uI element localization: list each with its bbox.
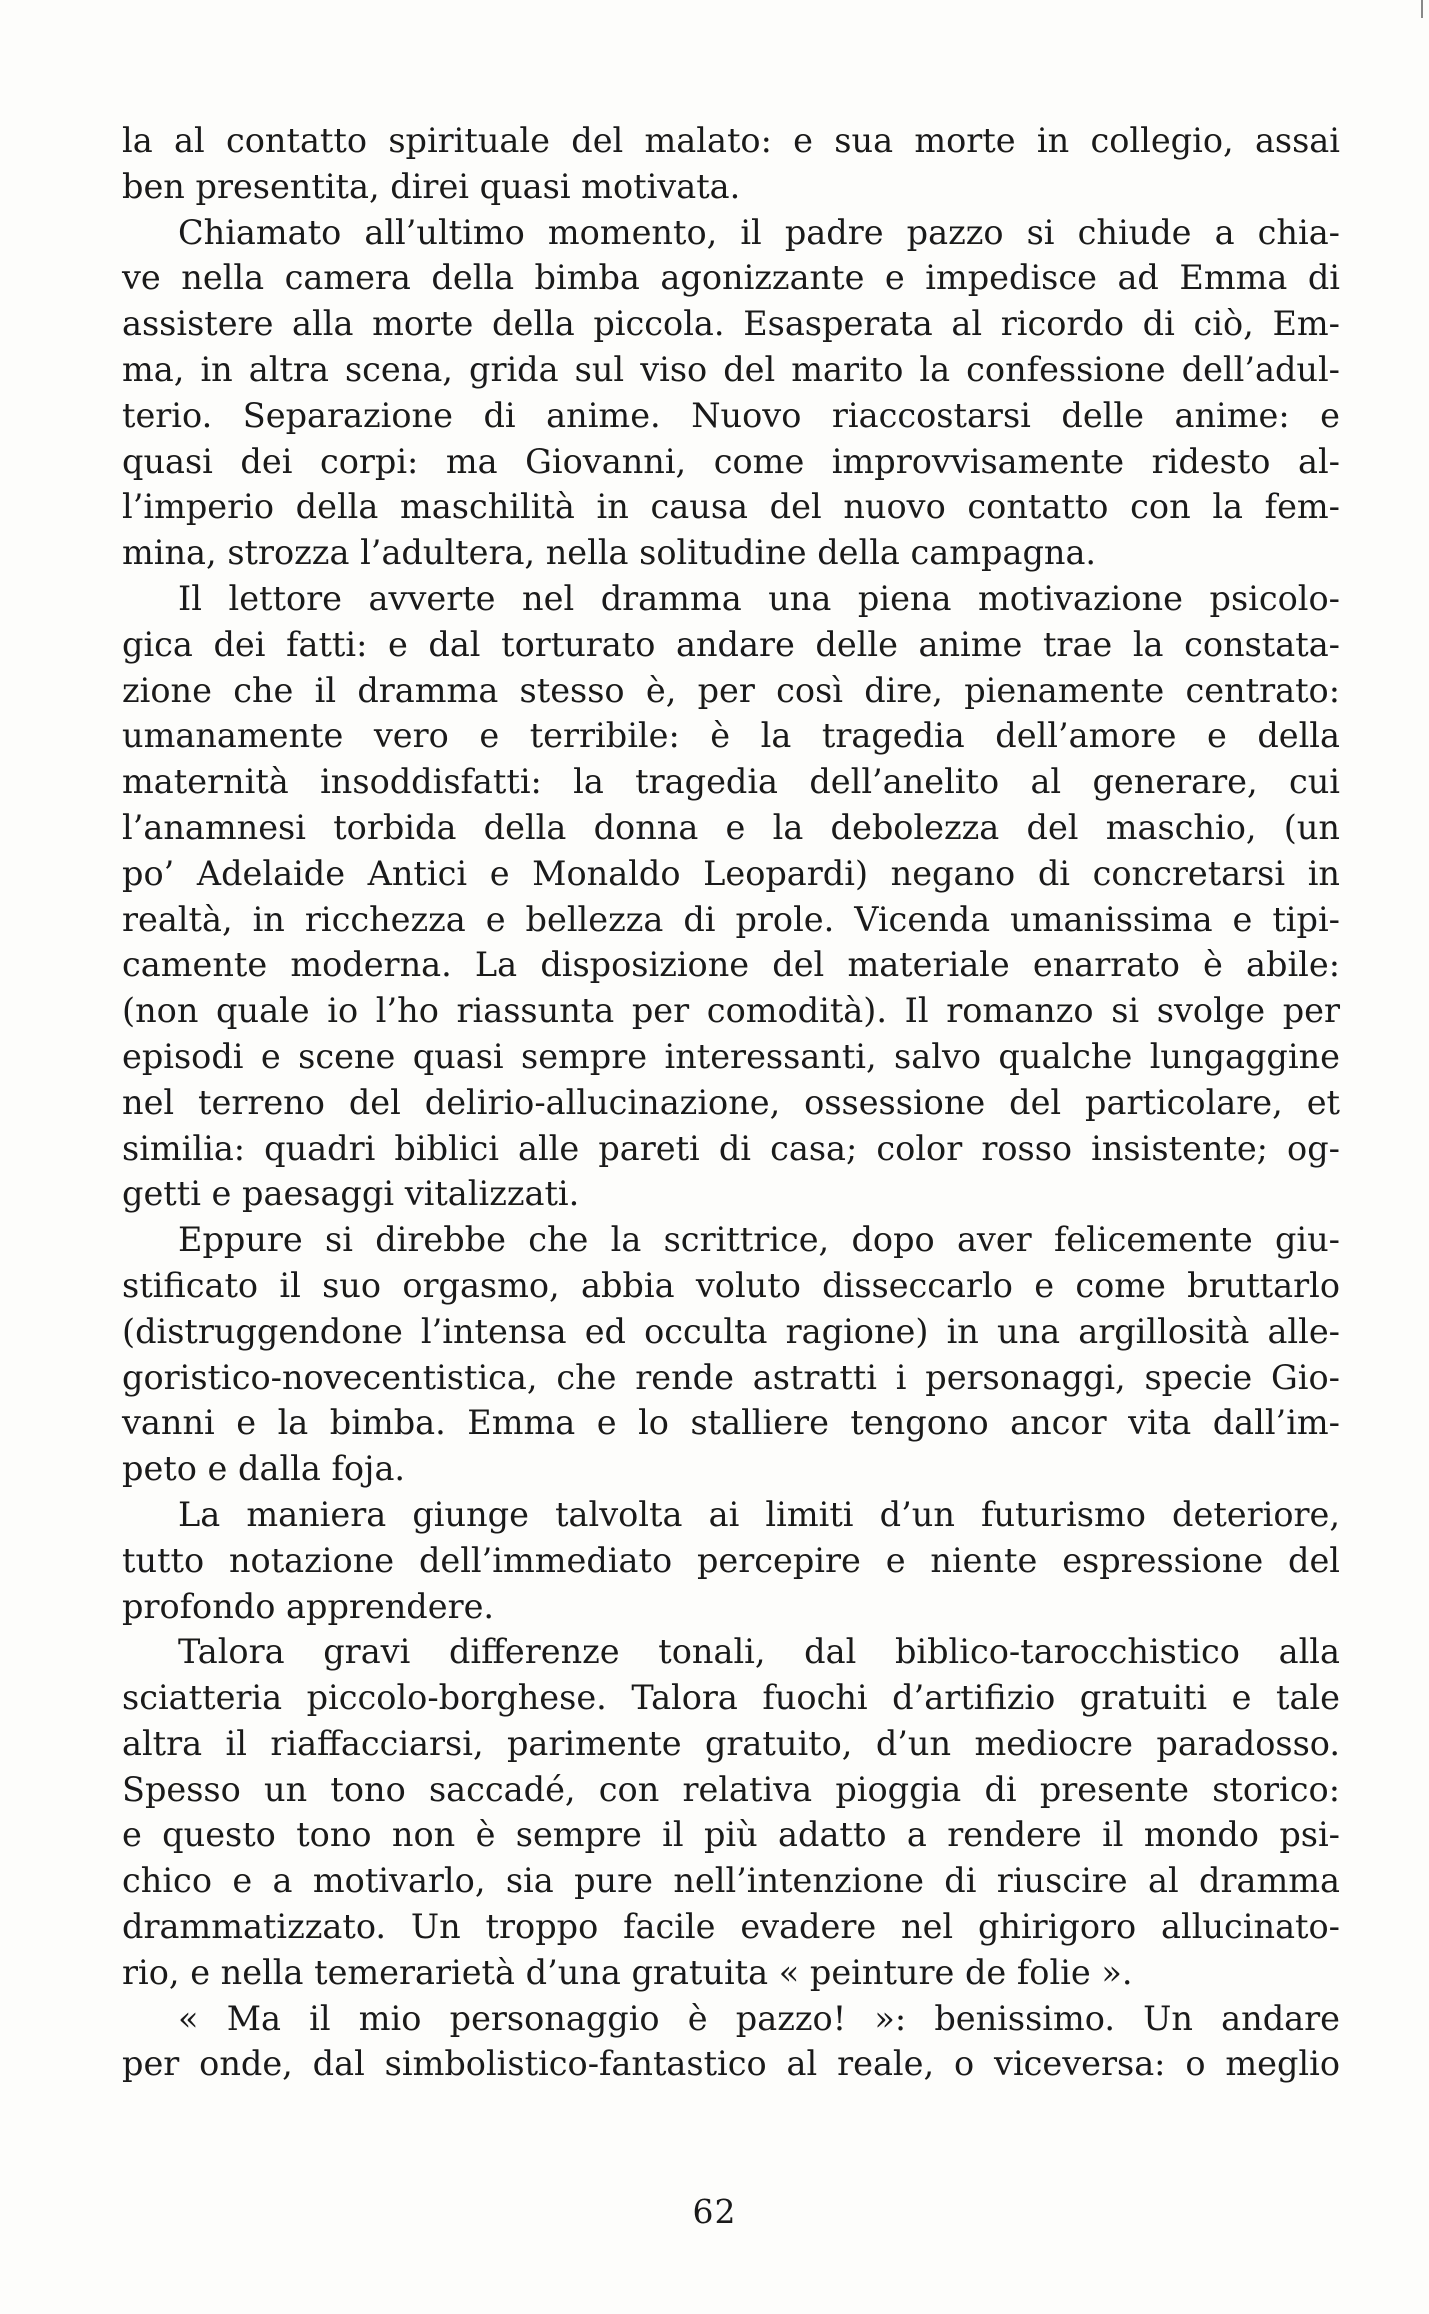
text-line: tutto notazione dell’immediato percepire e niente espressione del: [122, 1540, 1340, 1580]
text-line: Il lettore avverte nel dramma una piena motivazione psicolo-: [178, 578, 1340, 618]
text-line: umanamente vero e terribile: è la tragedia dell’amore e della: [122, 716, 1340, 756]
text-line: Eppure si direbbe che la scrittrice, dopo aver felicemente giu-: [178, 1220, 1340, 1260]
text-line: (non quale io l’ho riassunta per comodità). Il romanzo si svolge per: [122, 991, 1340, 1031]
text-line: l’imperio della maschilità in causa del nuovo contatto con la fem-: [122, 487, 1340, 527]
text-line: realtà, in ricchezza e bellezza di prole. Vicenda umanissima e tipi-: [122, 899, 1340, 939]
body-text: [122, 118, 1340, 2087]
text-line: Spesso un tono saccadé, con relativa pioggia di presente storico:: [122, 1769, 1340, 1809]
text-line: altra il riaffacciarsi, parimente gratuito, d’un mediocre paradosso.: [122, 1723, 1340, 1763]
text-line: rio, e nella temerarietà d’una gratuita « peinture de folie ».: [122, 1952, 1133, 1992]
text-line: camente moderna. La disposizione del materiale enarrato è abile:: [122, 945, 1340, 985]
text-line: ma, in altra scena, grida sul viso del marito la confessione dell’adul-: [122, 349, 1340, 389]
page-number: 62: [692, 2192, 737, 2231]
text-line: sciatteria piccolo-borghese. Talora fuochi d’artifizio gratuiti e tale: [122, 1678, 1340, 1718]
text-line: La maniera giunge talvolta ai limiti d’un futurismo deteriore,: [178, 1494, 1340, 1534]
text-line: similia: quadri biblici alle pareti di casa; color rosso insistente; og-: [122, 1128, 1340, 1168]
text-line: drammatizzato. Un troppo facile evadere nel ghirigoro allucinato-: [122, 1907, 1340, 1947]
text-line: nel terreno del delirio-allucinazione, ossessione del particolare, et: [122, 1082, 1340, 1122]
text-line: profondo apprendere.: [122, 1586, 495, 1626]
text-line: ve nella camera della bimba agonizzante e impedisce ad Emma di: [122, 258, 1340, 298]
text-line: l’anamnesi torbida della donna e la debolezza del maschio, (un: [122, 807, 1340, 847]
text-line: goristico-novecentistica, che rende astratti i personaggi, specie Gio-: [122, 1357, 1340, 1397]
text-line: getti e paesaggi vitalizzati.: [122, 1174, 580, 1214]
text-line: « Ma il mio personaggio è pazzo! »: benissimo. Un andare: [178, 1998, 1340, 2038]
text-line: la al contatto spirituale del malato: e sua morte in collegio, assai: [122, 121, 1340, 160]
text-line: episodi e scene quasi sempre interessanti, salvo qualche lungaggine: [122, 1036, 1340, 1076]
text-line: vanni e la bimba. Emma e lo stalliere tengono ancor vita dall’im-: [122, 1403, 1340, 1443]
text-line: stificato il suo orgasmo, abbia voluto disseccarlo e come bruttarlo: [122, 1265, 1340, 1305]
text-line: e questo tono non è sempre il più adatto a rendere il mondo psi-: [122, 1815, 1340, 1855]
text-line: chico e a motivarlo, sia pure nell’intenzione di riuscire al dramma: [122, 1861, 1340, 1901]
text-line: per onde, dal simbolistico-fantastico al reale, o viceversa: o meglio: [122, 2044, 1340, 2084]
scan-mark: [1421, 0, 1423, 18]
text-line: (distruggendone l’intensa ed occulta ragione) in una argillosità alle-: [122, 1311, 1340, 1351]
text-line: maternità insoddisfatti: la tragedia dell’anelito al generare, cui: [122, 762, 1340, 802]
text-line: zione che il dramma stesso è, per così dire, pienamente centrato:: [122, 670, 1340, 710]
text-line: Chiamato all’ultimo momento, il padre pazzo si chiude a chia-: [178, 212, 1340, 252]
text-line: peto e dalla foja.: [122, 1449, 406, 1489]
text-line: Talora gravi differenze tonali, dal biblico-tarocchistico alla: [178, 1632, 1340, 1672]
text-line: quasi dei corpi: ma Giovanni, come improvvisamente ridesto al-: [122, 441, 1340, 481]
text-line: po’ Adelaide Antici e Monaldo Leopardi) negano di concretarsi in: [122, 853, 1340, 893]
text-line: ben presentita, direi quasi motivata.: [122, 166, 741, 206]
text-line: gica dei fatti: e dal torturato andare delle anime trae la constata-: [122, 624, 1340, 664]
text-line: mina, strozza l’adultera, nella solitudine della campagna.: [122, 533, 1097, 573]
text-line: terio. Separazione di anime. Nuovo riaccostarsi delle anime: e: [122, 395, 1340, 435]
text-line: assistere alla morte della piccola. Esasperata al ricordo di ciò, Em-: [122, 304, 1340, 344]
